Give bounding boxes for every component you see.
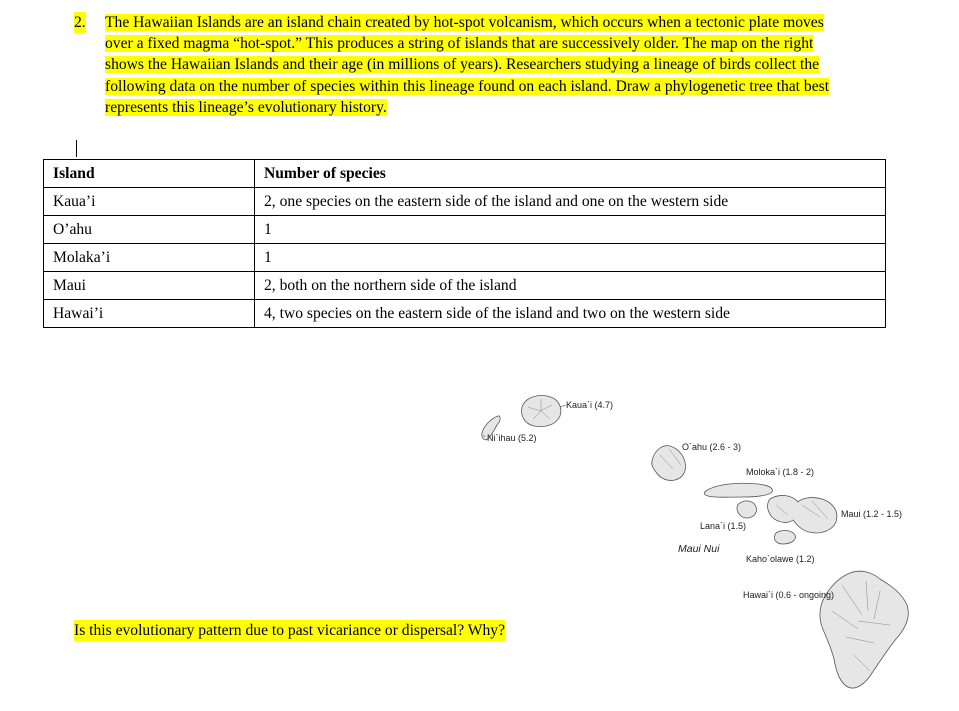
- molokai-label: Moloka`i (1.8 - 2): [746, 467, 815, 477]
- hawaii-label: Hawai`i (0.6 - ongoing): [743, 590, 835, 600]
- cell-island: Hawai’i: [44, 300, 255, 328]
- question-number: 2.: [74, 12, 86, 33]
- table-row: [44, 216, 886, 244]
- kauai-label: Kaua`i (4.7): [566, 400, 614, 410]
- molokai-island: [704, 483, 772, 497]
- question-2: [74, 12, 854, 118]
- lanai-label: Lana`i (1.5): [700, 521, 747, 531]
- cell-island: Kaua’i: [44, 188, 255, 216]
- oahu-label: O`ahu (2.6 - 3): [682, 442, 742, 452]
- kahoolawe-label: Kaho`olawe (1.2): [746, 554, 815, 564]
- kahoolawe-island: [774, 531, 795, 544]
- cell-island: O’ahu: [44, 216, 255, 244]
- cell-island: Maui: [44, 272, 255, 300]
- table-row: [44, 244, 886, 272]
- cell-species: 2, one species on the eastern side of the island and one on the western side: [255, 188, 886, 216]
- followup-question: Is this evolutionary pattern due to past vicariance or dispersal? Why?: [74, 622, 505, 639]
- question-text: The Hawaiian Islands are an island chain created by hot-spot volcanism, which occurs when a tectonic plate moves over a fixed magma “hot-spot.” This produces a string of islands that are successively older. The map on the right shows the Hawaiian Islands and their age (in millions of years). Researchers studying a lineage of birds collect the following data on the number of species within this lineage found on each island. Draw a phylogenetic tree that best represents this lineage’s evolutionary history.: [105, 14, 830, 116]
- maui-nui-label: Maui Nui: [678, 543, 720, 555]
- header-species: Number of species: [255, 160, 886, 188]
- header-island: Island: [44, 160, 255, 188]
- table-row: [44, 300, 886, 328]
- table-row: [44, 272, 886, 300]
- hawaiian-islands-map: [470, 385, 910, 695]
- table-header-row: [44, 160, 886, 188]
- oahu-island: [652, 446, 686, 481]
- cell-island: Molaka’i: [44, 244, 255, 272]
- text-cursor: [76, 140, 77, 157]
- lanai-island: [737, 501, 756, 518]
- niihau-label: Ni`ihau (5.2): [487, 433, 537, 443]
- table-row: [44, 188, 886, 216]
- cell-species: 1: [255, 244, 886, 272]
- cell-species: 2, both on the northern side of the island: [255, 272, 886, 300]
- maui-label: Maui (1.2 - 1.5): [841, 509, 903, 519]
- cell-species: 4, two species on the eastern side of the island and two on the western side: [255, 300, 886, 328]
- hawaii-island: [820, 571, 908, 688]
- species-table: [43, 159, 886, 328]
- cell-species: 1: [255, 216, 886, 244]
- maui-island: [768, 495, 837, 533]
